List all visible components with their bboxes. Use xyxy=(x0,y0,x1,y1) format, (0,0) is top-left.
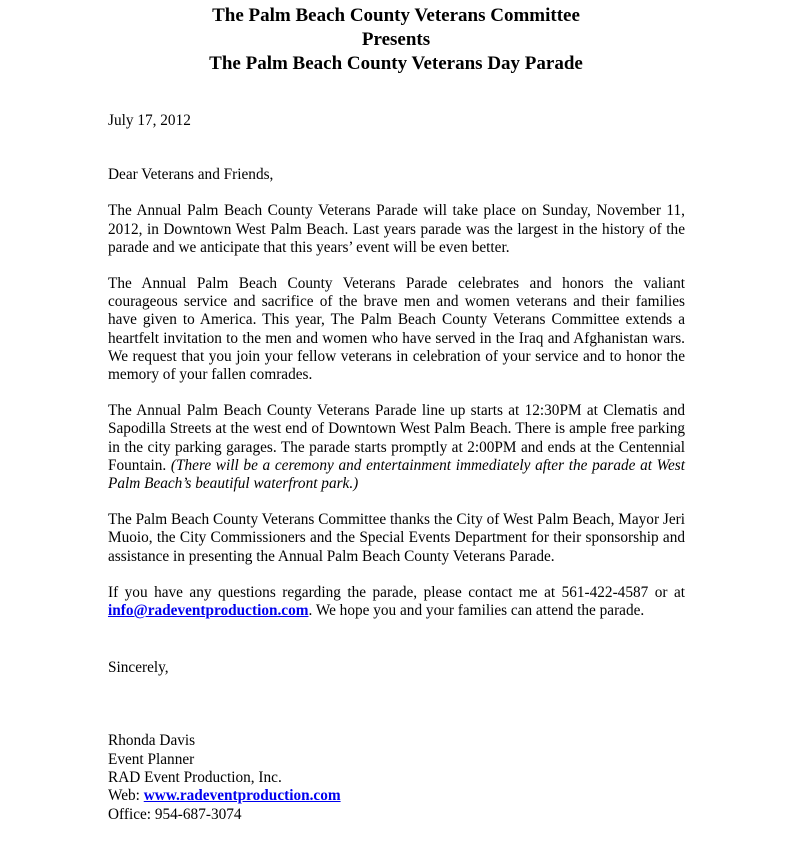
signer-web xyxy=(108,787,685,805)
paragraph-thanks: The Palm Beach County Veterans Committee thanks the City of West Palm Beach, Mayor Jeri Muoio, the City Commissioners and the Special Events Department for their sponsorship and assistance in presenting the Annual Palm Beach County Veterans Parade. xyxy=(108,511,685,565)
paragraph-contact xyxy=(108,584,685,620)
website-link[interactable]: www.radeventproduction.com xyxy=(143,787,341,805)
paragraph-parade-purpose: The Annual Palm Beach County Veterans Parade celebrates and honors the valiant courageous service and sacrifice of the brave men and women veterans and their families have given to America. This year, The Palm Beach County Veterans Committee extends a heartfelt invitation to the men and women who have served in the Iraq and Afghanistan wars. We request that you join your fellow veterans in celebration of your service and to honor the memory of your fallen comrades. xyxy=(108,275,685,384)
contact-text-before: If you have any questions regarding the parade, please contact me at 561-422-4587 or at xyxy=(108,583,685,601)
letter-body xyxy=(108,112,685,824)
logistics-text: The Annual Palm Beach County Veterans Parade line up starts at 12:30PM at Clematis and Sapodilla Streets at the west end of Downtown West Palm Beach. There is ample free parking in the city parking garages. The parade starts promptly at 2:00PM and ends at the Centennial Fountain. xyxy=(108,402,685,474)
paragraph-parade-date: The Annual Palm Beach County Veterans Parade will take place on Sunday, November 11, 2012, in Downtown West Palm Beach. Last years parade was the largest in the history of the parade and we anticipate that this years’ event will be even better. xyxy=(108,202,685,256)
signer-name: Rhonda Davis xyxy=(108,732,196,750)
paragraph-parade-logistics xyxy=(108,402,685,493)
contact-text-after: . We hope you and your families can attend the parade. xyxy=(308,602,645,620)
header-line-committee: The Palm Beach County Veterans Committee xyxy=(212,5,580,26)
closing: Sincerely, xyxy=(108,659,169,677)
letter-header xyxy=(0,4,792,76)
letter-date: July 17, 2012 xyxy=(108,112,191,129)
web-label: Web: xyxy=(108,787,144,805)
signer-office-phone: Office: 954-687-3074 xyxy=(108,805,242,823)
contact-email-link[interactable]: info@radeventproduction.com xyxy=(108,602,309,620)
header-line-parade: The Palm Beach County Veterans Day Parade xyxy=(209,53,583,74)
signer-title: Event Planner xyxy=(108,750,195,768)
salutation: Dear Veterans and Friends, xyxy=(108,166,274,184)
header-line-presents: Presents xyxy=(361,29,431,50)
signature-block xyxy=(108,732,685,823)
ceremony-note: (There will be a ceremony and entertainment immediately after the parade at West Palm Beach’s beautiful waterfront park.) xyxy=(108,456,686,493)
signer-company: RAD Event Production, Inc. xyxy=(108,769,282,787)
